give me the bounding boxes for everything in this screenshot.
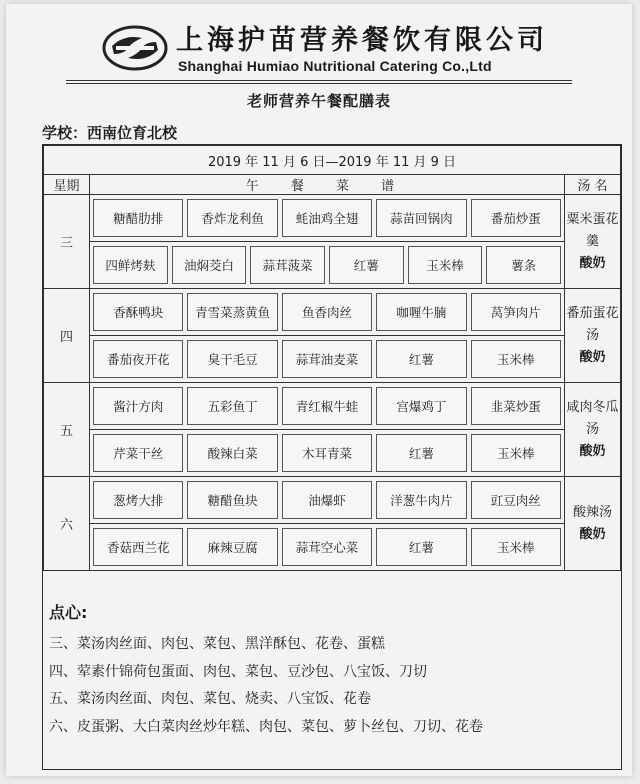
soup-cell bbox=[564, 289, 620, 383]
dish-cell: 玉米棒 bbox=[408, 246, 483, 284]
header-rule-thin bbox=[66, 83, 572, 84]
drink-name: 酸奶 bbox=[579, 255, 606, 271]
dish-row bbox=[90, 289, 565, 336]
snack-line: 四、荤素什锦荷包蛋面、肉包、菜包、豆沙包、八宝饭、刀切 bbox=[49, 663, 427, 680]
dish-cell: 蒜茸空心菜 bbox=[282, 528, 372, 566]
dish-cell: 洋葱牛肉片 bbox=[376, 481, 466, 519]
column-header-day: 星期 bbox=[44, 175, 90, 195]
day-label: 五 bbox=[44, 383, 90, 477]
soup-name: 咸肉冬瓜汤 bbox=[566, 399, 619, 437]
dish-cell: 红薯 bbox=[376, 434, 466, 472]
dish-cell: 香菇西兰花 bbox=[93, 528, 183, 566]
date-range: 2019 年 11 月 6 日—2019 年 11 月 9 日 bbox=[44, 146, 621, 175]
dish-cell: 木耳青菜 bbox=[282, 434, 372, 472]
lunch-menu-table bbox=[43, 145, 621, 571]
dish-cell: 蒜苗回锅肉 bbox=[376, 199, 466, 237]
dish-cell: 麻辣豆腐 bbox=[187, 528, 277, 566]
dish-cell: 莴笋肉片 bbox=[471, 293, 561, 331]
soup-cell bbox=[564, 383, 620, 477]
column-header-menu: 午 餐 菜 谱 bbox=[90, 175, 565, 195]
dish-cell: 玉米棒 bbox=[471, 434, 561, 472]
dish-cell: 糖醋肋排 bbox=[93, 199, 183, 237]
dish-cell: 臭干毛豆 bbox=[187, 340, 277, 378]
header-rule bbox=[66, 80, 572, 81]
day-row bbox=[44, 524, 621, 571]
snack-line: 六、皮蛋粥、大白菜肉丝炒年糕、肉包、菜包、萝卜丝包、刀切、花卷 bbox=[49, 718, 483, 735]
snack-line: 三、菜汤肉丝面、肉包、菜包、黑洋酥包、花卷、蛋糕 bbox=[49, 636, 385, 652]
dish-cell: 蒜茸菠菜 bbox=[250, 246, 325, 284]
dish-cell: 红薯 bbox=[376, 340, 466, 378]
dish-cell: 鱼香肉丝 bbox=[282, 293, 372, 331]
day-row bbox=[44, 430, 621, 477]
document-page bbox=[6, 4, 632, 776]
dish-cell: 五彩鱼丁 bbox=[187, 387, 277, 425]
dish-row bbox=[90, 195, 565, 242]
soup-name: 番茄蛋花汤 bbox=[566, 305, 619, 343]
dish-cell: 玉米棒 bbox=[471, 528, 561, 566]
day-row bbox=[44, 195, 621, 242]
dish-cell: 酸辣白菜 bbox=[187, 434, 277, 472]
dish-cell: 韭菜炒蛋 bbox=[471, 387, 561, 425]
soup-cell bbox=[564, 195, 620, 289]
soup-cell bbox=[564, 477, 620, 571]
day-row bbox=[44, 289, 621, 336]
dish-cell: 油爆虾 bbox=[282, 481, 372, 519]
dish-cell: 葱烤大排 bbox=[93, 481, 183, 519]
dish-cell: 四鲜烤麸 bbox=[93, 246, 168, 284]
dish-cell: 香炸龙利鱼 bbox=[187, 199, 277, 237]
dish-row bbox=[90, 242, 565, 289]
dish-cell: 宫爆鸡丁 bbox=[376, 387, 466, 425]
dish-cell: 番茄夜开花 bbox=[93, 340, 183, 378]
drink-name: 酸奶 bbox=[579, 526, 606, 542]
dish-cell: 酱汁方肉 bbox=[93, 387, 183, 425]
dish-cell: 蒜茸油麦菜 bbox=[282, 340, 372, 378]
dish-cell: 番茄炒蛋 bbox=[471, 199, 561, 237]
header-row bbox=[44, 175, 621, 195]
dish-cell: 糖醋鱼块 bbox=[187, 481, 277, 519]
column-header-soup: 汤 名 bbox=[564, 175, 620, 195]
soup-name: 酸辣汤 bbox=[572, 504, 612, 520]
document-title: 老师营养午餐配膳表 bbox=[246, 92, 391, 110]
dish-cell: 薯条 bbox=[486, 246, 561, 284]
day-label: 三 bbox=[44, 195, 90, 289]
drink-name: 酸奶 bbox=[579, 443, 606, 459]
snack-line: 五、菜汤肉丝面、肉包、菜包、烧卖、八宝饭、花卷 bbox=[49, 691, 371, 707]
menu-frame bbox=[42, 144, 622, 770]
day-row bbox=[44, 242, 621, 289]
day-row bbox=[44, 477, 621, 524]
school-name: 学校：西南位育北校 bbox=[42, 124, 178, 142]
company-name-en: Shanghai Humiao Nutritional Catering Co.,Ltd bbox=[178, 58, 492, 74]
dish-row bbox=[90, 477, 565, 524]
day-row bbox=[44, 383, 621, 430]
dish-cell: 玉米棒 bbox=[471, 340, 561, 378]
dish-cell: 油焖茭白 bbox=[172, 246, 247, 284]
day-label: 六 bbox=[44, 477, 90, 571]
drink-name: 酸奶 bbox=[579, 349, 606, 365]
dish-cell: 蚝油鸡全翅 bbox=[282, 199, 372, 237]
dish-cell: 豇豆肉丝 bbox=[471, 481, 561, 519]
dish-row bbox=[90, 336, 565, 383]
snacks-section bbox=[49, 600, 609, 741]
dish-cell: 咖喱牛腩 bbox=[376, 293, 466, 331]
dish-cell: 芹菜干丝 bbox=[93, 434, 183, 472]
date-row bbox=[44, 146, 621, 175]
soup-name: 粟米蛋花羹 bbox=[566, 211, 619, 249]
dish-row bbox=[90, 383, 565, 430]
dish-cell: 红薯 bbox=[329, 246, 404, 284]
company-name-cn: 上海护苗营养餐饮有限公司 bbox=[176, 25, 548, 56]
dish-row bbox=[90, 430, 565, 477]
day-row bbox=[44, 336, 621, 383]
snacks-title: 点心: bbox=[49, 603, 88, 622]
humiao-logo-icon bbox=[102, 24, 168, 72]
dish-cell: 红薯 bbox=[376, 528, 466, 566]
dish-cell: 香酥鸭块 bbox=[93, 293, 183, 331]
letterhead bbox=[6, 4, 632, 114]
dish-cell: 青雪菜蒸黄鱼 bbox=[187, 293, 277, 331]
dish-cell: 青红椒牛蛙 bbox=[282, 387, 372, 425]
day-label: 四 bbox=[44, 289, 90, 383]
dish-row bbox=[90, 524, 565, 571]
